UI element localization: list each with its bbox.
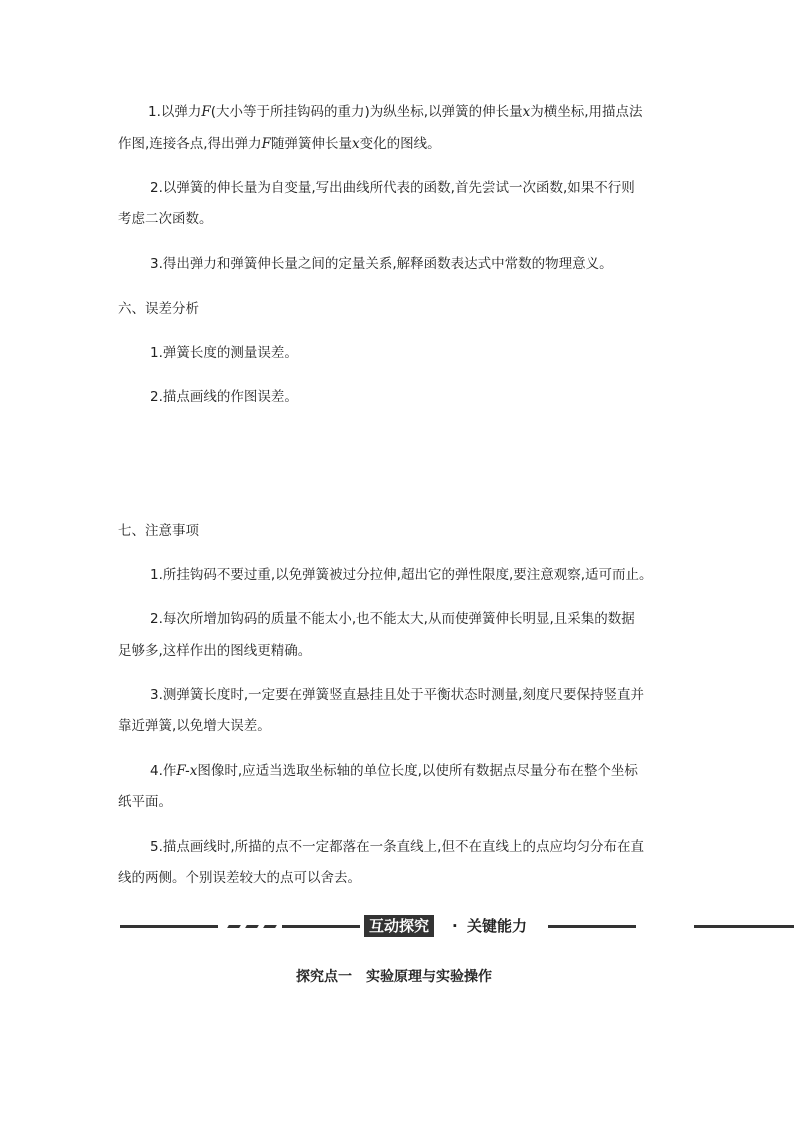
text: 图像时,应适当选取坐标轴的单位长度,以使所有数据点尽量分布在整个坐标 [197,763,638,779]
banner-rule-mid [282,925,360,928]
banner-dash [227,925,241,928]
section-7-item-2-line-2: 足够多,这样作出的图线更精确。 [118,643,312,659]
section-7-item-4-line-2: 纸平面。 [118,794,172,810]
banner-dot: · [452,917,458,935]
var-F: F [261,136,271,152]
para-1-line-1 [148,104,643,120]
section-6-item-2: 2.描点画线的作图误差。 [150,389,298,405]
explore-point-title: 探究点一 实验原理与实验操作 [296,969,492,985]
section-7-heading: 七、注意事项 [118,523,199,539]
banner-rule-far-right [694,925,794,928]
section-6-item-1: 1.弹簧长度的测量误差。 [150,345,298,361]
section-7-item-3-line-1: 3.测弹簧长度时,一定要在弹簧竖直悬挂且处于平衡状态时测量,刻度尺要保持竖直并 [150,687,644,703]
var-F: F [201,104,211,120]
var-F-x: F-x [176,763,198,779]
section-7-item-5-line-1: 5.描点画线时,所描的点不一定都落在一条直线上,但不在直线上的点应均匀分布在直 [150,839,644,855]
text: 1.以弹力 [148,104,202,120]
para-2-line-2: 考虑二次函数。 [118,211,213,227]
section-7-item-3-line-2: 靠近弹簧,以免增大误差。 [118,718,271,734]
text: 4.作 [150,763,177,779]
banner-rule-right [548,925,636,928]
para-2-line-1: 2.以弹簧的伸长量为自变量,写出曲线所代表的函数,首先尝试一次函数,如果不行则 [150,180,635,196]
text: (大小等于所挂钩码的重力)为纵坐标,以弹簧的伸长量 [210,104,523,120]
text: 变化的图线。 [359,136,441,152]
section-7-item-5-line-2: 线的两侧。个别误差较大的点可以舍去。 [118,870,361,886]
text: 随弹簧伸长量 [270,136,352,152]
var-x: x [522,104,531,120]
banner-rule-left [120,925,218,928]
section-6-heading: 六、误差分析 [118,301,199,317]
banner-dash [245,925,259,928]
banner-tag: 互动探究 [364,915,434,937]
banner-label: 关键能力 [467,917,528,935]
para-3: 3.得出弹力和弹簧伸长量之间的定量关系,解释函数表达式中常数的物理意义。 [150,256,613,272]
text: 为横坐标,用描点法 [530,104,643,120]
section-7-item-1: 1.所挂钩码不要过重,以免弹簧被过分拉伸,超出它的弹性限度,要注意观察,适可而止。 [150,567,653,583]
section-banner [0,912,794,940]
var-x: x [351,136,360,152]
section-7-item-4-line-1 [150,763,638,779]
text: 作图,连接各点,得出弹力 [118,136,262,152]
section-7-item-2-line-1: 2.每次所增加钩码的质量不能太小,也不能太大,从而使弹簧伸长明显,且采集的数据 [150,611,635,627]
para-1-line-2 [118,136,441,152]
banner-dash [263,925,277,928]
